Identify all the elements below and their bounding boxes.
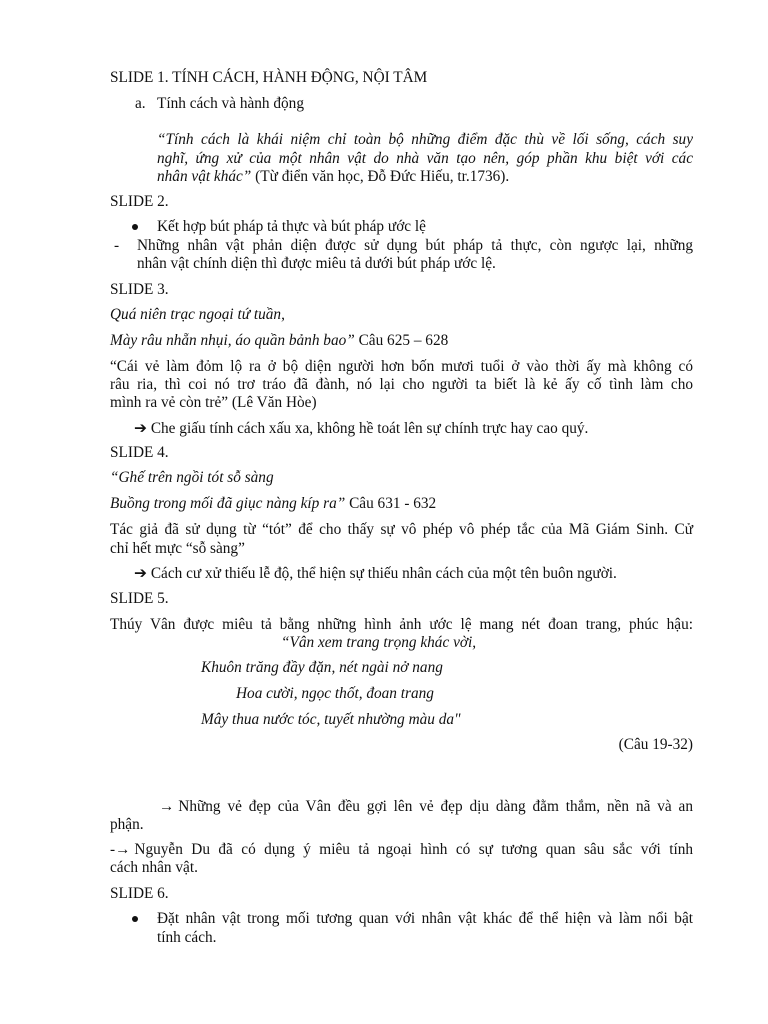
slide3-quote-line1: “Cái vẻ làm đỏm lộ ra ở bộ diện người hơn bốn mươi tuổi ở vào thời ấy mà không có	[110, 358, 693, 375]
slide4-arrow-line	[134, 565, 617, 583]
slide5-heading: SLIDE 5.	[110, 590, 169, 607]
slide5-verse1: “Vân xem trang trọng khác vời,	[281, 634, 477, 651]
slide5-note-line2: cách nhân vật.	[110, 859, 198, 876]
slide3-quote-line2: râu ria, thì coi nó trơ tráo đã đành, nó lại cho người ta biết là kẻ ấy cố tình làm cho	[110, 376, 693, 393]
slide1-quote-line2: nghĩ, ứng xử của một nhân vật do nhà văn tạo nên, góp phần khu biệt với các	[157, 150, 693, 167]
slide5-verse3: Hoa cười, ngọc thốt, đoan trang	[236, 685, 434, 702]
slide1-quote-source: (Từ điển văn học, Đỗ Đức Hiếu, tr.1736).	[251, 168, 510, 185]
slide5-intro: Thúy Vân được miêu tả bằng những hình ảnh ước lệ mang nét đoan trang, phúc hậu:	[110, 616, 693, 633]
slide4-arrow-text: Cách cư xử thiếu lễ độ, thể hiện sự thiếu nhân cách của một tên buôn người.	[150, 565, 617, 582]
slide1-quote-end: nhân vật khác”	[157, 168, 252, 185]
slide2-heading: SLIDE 2.	[110, 193, 169, 210]
bullet-icon	[132, 224, 138, 230]
slide3-verse2: Mày râu nhẵn nhụi, áo quần bảnh bao”	[110, 332, 355, 349]
slide3-arrow-line	[134, 420, 588, 438]
slide2-dash-line2: nhân vật chính diện thì được miêu tả dưới bút pháp ước lệ.	[137, 255, 496, 272]
right-arrow-icon: →	[159, 798, 175, 815]
slide5-note-marker: -	[110, 841, 116, 858]
right-arrow-icon: →	[115, 841, 131, 858]
slide1-heading: SLIDE 1. TÍNH CÁCH, HÀNH ĐỘNG, NỘI TÂM	[110, 69, 428, 86]
slide5-verse4: Mây thua nước tóc, tuyết nhường màu da"	[201, 711, 461, 728]
slide3-quote-line3: mình ra vẻ còn trẻ” (Lê Văn Hòe)	[110, 394, 317, 411]
slide5-verse-ref: (Câu 19-32)	[618, 736, 693, 753]
slide2-dash-marker: -	[114, 237, 120, 254]
slide5-note-text: Nguyễn Du đã có dụng ý miêu tả ngoại hình có sự tương quan sâu sắc với tính	[134, 841, 693, 858]
slide4-verse2: Buồng trong mối đã giục nàng kíp ra”	[110, 495, 346, 512]
slide6-bullet-line2: tính cách.	[157, 929, 217, 946]
slide3-verse2-line	[110, 332, 448, 350]
slide5-conclusion-line1	[159, 798, 693, 816]
slide1-quote-line1: “Tính cách là khái niệm chỉ toàn bộ những điểm đặc thù về lối sống, cách suy	[157, 131, 693, 148]
slide2-dash-line1: Những nhân vật phản diện được sử dụng bút pháp tả thực, còn ngược lại, những	[137, 237, 693, 254]
slide3-verse1: Quá niên trạc ngoại tứ tuần,	[110, 306, 285, 323]
slide6-bullet-line1: Đặt nhân vật trong mối tương quan với nhân vật khác để thể hiện và làm nổi bật	[157, 910, 693, 927]
slide3-arrow-text: Che giấu tính cách xấu xa, không hề toát lên sự chính trực hay cao quý.	[150, 420, 589, 437]
slide4-para-line1: Tác giả đã sử dụng từ “tót” để cho thấy sự vô phép vô phép tắc của Mã Giám Sinh. Cử	[110, 521, 693, 538]
slide3-heading: SLIDE 3.	[110, 281, 169, 298]
right-arrow-icon: ➔	[134, 565, 147, 582]
slide4-heading: SLIDE 4.	[110, 444, 169, 461]
slide4-para-line2: chỉ hết mực “sỗ sàng”	[110, 540, 245, 557]
slide5-verse2: Khuôn trăng đầy đặn, nét ngài nở nang	[201, 659, 443, 676]
slide1-item-text: Tính cách và hành động	[157, 95, 304, 112]
right-arrow-icon: ➔	[134, 420, 147, 437]
slide1-quote-line3	[157, 168, 509, 186]
bullet-icon	[132, 916, 138, 922]
slide2-bullet-text: Kết hợp bút pháp tả thực và bút pháp ước lệ	[157, 218, 426, 235]
slide6-heading: SLIDE 6.	[110, 885, 169, 902]
slide5-conclusion-text: Những vẻ đẹp của Vân đều gợi lên vẻ đẹp dịu dàng đằm thắm, nền nã và an	[178, 798, 693, 815]
slide4-verse-ref: Câu 631 - 632	[345, 495, 437, 512]
slide4-verse1: “Ghế trên ngồi tót sỗ sàng	[110, 469, 274, 486]
slide5-conclusion-line2: phận.	[110, 816, 144, 833]
slide3-verse-ref: Câu 625 – 628	[354, 332, 449, 349]
slide5-note-line1	[110, 841, 693, 859]
slide4-verse2-line	[110, 495, 436, 513]
slide1-item-marker: a.	[135, 95, 146, 112]
